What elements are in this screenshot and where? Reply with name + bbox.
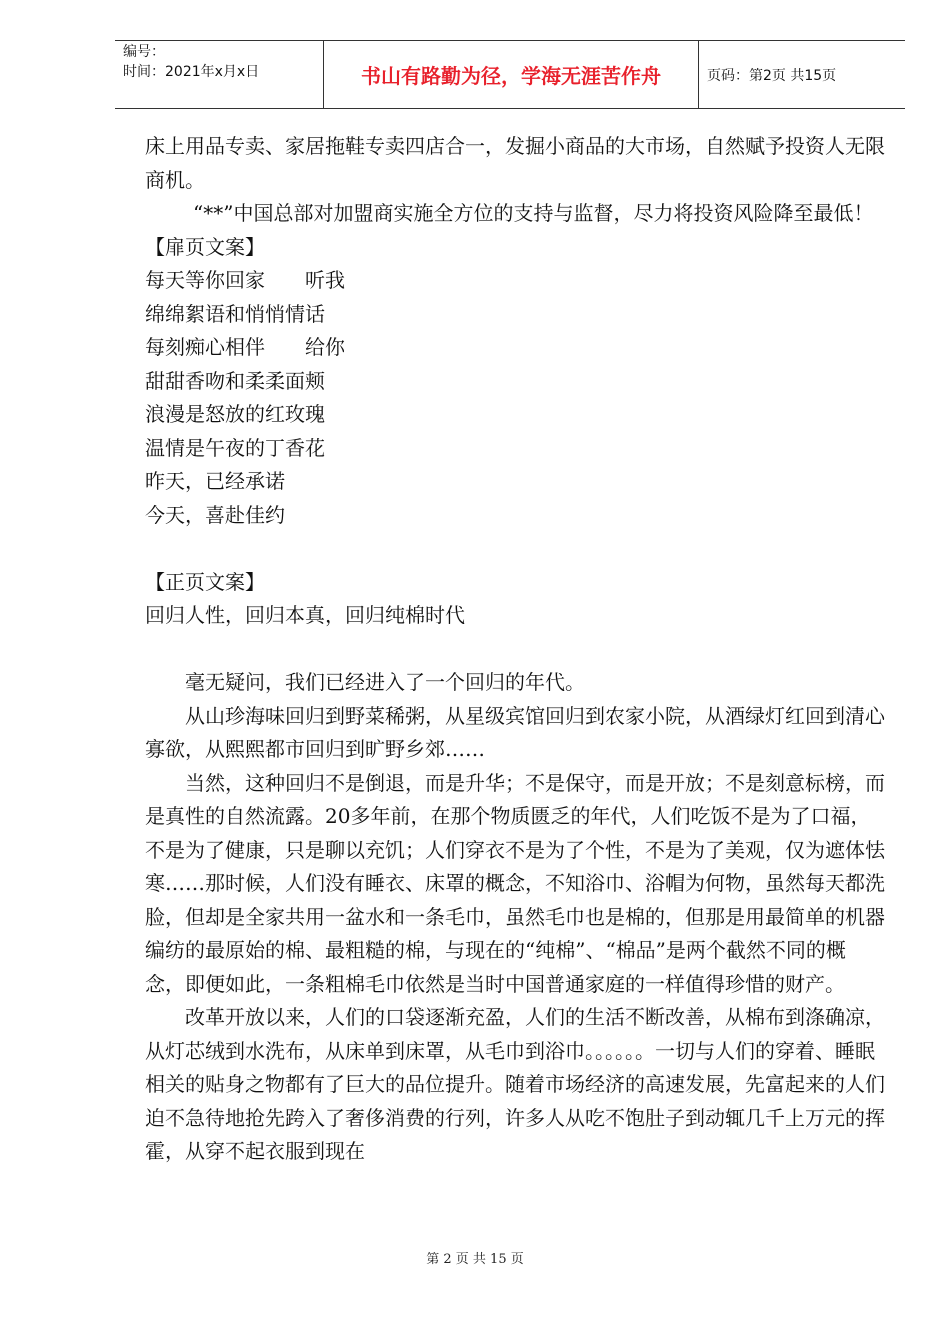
section-heading: 【正页文案】 [145, 569, 265, 594]
paragraph: 从山珍海味回归到野菜稀粥，从星级宾馆回归到农家小院，从酒绿灯红回到清心寡欲，从熙熙都市回归到旷野乡郊…… [145, 703, 885, 761]
poem-line: 每刻痴心相伴 给你 [145, 335, 345, 359]
poem-line: 每天等你回家 听我 [145, 268, 345, 292]
paragraph: “**”中国总部对加盟商实施全方位的支持与监督，尽力将投资风险降至最低！ [193, 201, 874, 225]
paragraph: 床上用品专卖、家居拖鞋专卖四店合一，发掘小商品的大市场，自然赋予投资人无限商机。 [145, 134, 885, 192]
poem-line: 甜甜香吻和柔柔面颊 [145, 368, 325, 393]
poem-line: 浪漫是怒放的红玫瑰 [145, 402, 325, 426]
document-body [145, 130, 885, 1169]
header-motto: 书山有路勤为径，学海无涯苦作舟 [324, 41, 699, 108]
poem-line: 今天，喜赴佳约 [145, 502, 285, 527]
section-heading: 【扉页文案】 [145, 234, 265, 259]
paragraph: 毫无疑问，我们已经进入了一个回归的年代。 [185, 670, 585, 694]
time-label: 时间：2021年x月x日 [123, 64, 260, 80]
spacer [145, 532, 885, 566]
paragraph: 当然，这种回归不是倒退，而是升华；不是保守，而是开放；不是刻意标榜，而是真性的自然流露。20多年前，在那个物质匮乏的年代，人们吃饭不是为了口福，不是为了健康，只是聊以充饥；人们穿衣不是为了个性，不是为了美观，仅为遮体怯寒……那时候，人们没有睡衣、床罩的概念，不知浴巾、浴帽为何物，虽然每天都洗脸，但却是全家共用一盆水和一条毛巾，虽然毛巾也是棉的，但那是用最简单的机器编纺的最原始的棉、最粗糙的棉，与现在的“纯棉”、“棉品”是两个截然不同的概念，即便如此，一条粗棉毛巾依然是当时中国普通家庭的一样值得珍惜的财产。 [145, 770, 885, 996]
poem-line: 昨天，已经承诺 [145, 469, 285, 493]
header-page-info: 页码：第2页 共15页 [707, 67, 837, 84]
subtitle: 回归人性，回归本真，回归纯棉时代 [145, 603, 465, 627]
page-footer: 第 2 页 共 15 页 [426, 1252, 524, 1267]
header-meta [115, 41, 324, 108]
paragraph: 改革开放以来，人们的口袋逐渐充盈，人们的生活不断改善，从棉布到涤确凉，从灯芯绒到水洗布，从床单到床罩，从毛巾到浴巾。。。。。。一切与人们的穿着、睡眠相关的贴身之物都有了巨大的品位提升。随着市场经济的高速发展，先富起来的人们迫不急待地抢先跨入了奢侈消费的行列，许多人从吃不饱肚子到动辄几千上万元的挥霍，从穿不起衣服到现在 [145, 1005, 885, 1163]
poem-line: 温情是午夜的丁香花 [145, 435, 325, 460]
poem-line: 绵绵絮语和悄悄情话 [145, 301, 325, 326]
serial-label: 编号： [123, 44, 165, 60]
page-header [115, 40, 905, 109]
spacer [145, 633, 885, 667]
